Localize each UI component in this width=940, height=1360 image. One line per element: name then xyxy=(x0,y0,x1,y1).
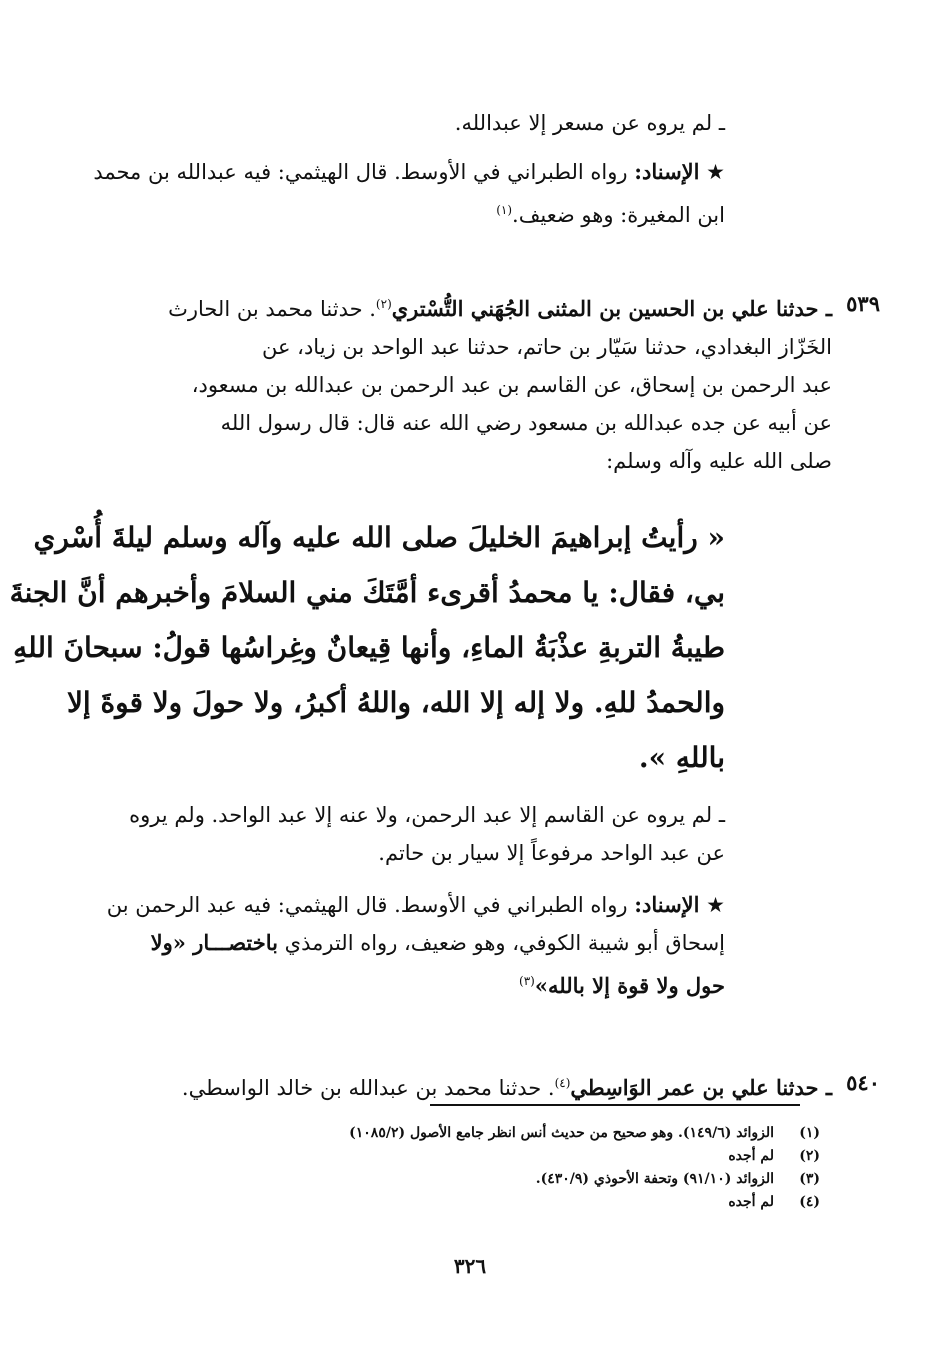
isnad-label: الإسناد: xyxy=(634,159,700,184)
note-paragraph xyxy=(60,796,725,872)
footnotes xyxy=(120,1122,820,1214)
hadith-539-line-2: الخَزّاز البغدادي، حدثنا سَيّار بن حاتم، حدثنا عبد الواحد بن زياد، عن xyxy=(261,335,832,359)
chain-text: . حدثنا محمد بن الحارث xyxy=(168,297,376,321)
footnote-number: (٣) xyxy=(799,1171,820,1187)
footnote-text: الزوائد (١٤٩/٦). وهو صحيح من حديث أنس انظر جامع الأصول (١٠٨٥/٢) xyxy=(349,1125,774,1141)
footnote-divider xyxy=(430,1104,800,1106)
isnad-bold-text: حول ولا قوة إلا بالله» xyxy=(534,973,725,998)
isnad-text: ابن المغيرة: وهو ضعيف. xyxy=(512,203,725,227)
note-text: ـ لم يروه عن مسعر إلا عبدالله. xyxy=(454,111,725,135)
footnote-number: (٤) xyxy=(799,1194,820,1210)
note-line xyxy=(60,104,725,142)
chain-text: . حدثنا محمد بن عبدالله بن خالد الواسطي. xyxy=(181,1076,555,1100)
star-icon: ★ xyxy=(706,160,725,184)
isnad-line-1 xyxy=(60,153,725,191)
isnad-paragraph xyxy=(60,153,725,234)
isnad-line-2 xyxy=(60,924,725,962)
footnote-ref: (٣) xyxy=(519,974,535,988)
isnad-text: رواه الطبراني في الأوسط. قال الهيثمي: فيه عبدالله بن محمد xyxy=(93,160,628,184)
footnote-number: (١) xyxy=(799,1125,820,1141)
chain-start: ـ حدثنا علي بن عمر الوَاسِطي xyxy=(570,1075,832,1100)
hadith-number: ٥٣٩ xyxy=(846,291,880,316)
footnote-number: (٢) xyxy=(799,1148,820,1164)
note-line: عن عبد الواحد مرفوعاً إلا سيار بن حاتم. xyxy=(378,841,725,865)
footnote-item xyxy=(120,1122,820,1145)
footnote-ref: (٤) xyxy=(554,1076,571,1090)
page-number: ٣٢٦ xyxy=(453,1254,487,1278)
isnad-text: إسحاق أبو شيبة الكوفي، وهو ضعيف، رواه الترمذي xyxy=(278,931,725,955)
isnad-line-1 xyxy=(60,886,725,924)
footnote-item xyxy=(120,1191,820,1214)
footnote-item xyxy=(120,1168,820,1191)
chain-start: ـ حدثنا علي بن الحسين بن المثنى الجُهَني التُّسْتري xyxy=(391,296,832,321)
hadith-text-line: والحمدُ للهِ. ولا إله إلا الله، واللهُ أكبرُ، ولا حولَ ولا قوةَ إلا xyxy=(66,686,725,719)
star-icon: ★ xyxy=(706,893,725,917)
footnote-ref: (١) xyxy=(496,203,513,217)
isnad-paragraph xyxy=(60,886,725,1005)
hadith-text-line: « رأيتُ إبراهيمَ الخليلَ صلى الله عليه وآله وسلم ليلةَ أُسْري xyxy=(33,521,725,554)
hadith-540 xyxy=(60,1064,832,1107)
note-line: ـ لم يروه عن القاسم إلا عبد الرحمن، ولا عنه إلا عبد الواحد. ولم يروه xyxy=(129,803,725,827)
footnote-item xyxy=(120,1145,820,1168)
isnad-line-3 xyxy=(60,962,725,1005)
hadith-539-line-1 xyxy=(60,285,832,328)
hadith-text-line: بي، فقال: يا محمدُ أقرىء أمَّتَكَ مني السلامَ وأخبرهم أنَّ الجنةَ xyxy=(9,576,725,609)
isnad-line-2 xyxy=(60,191,725,234)
hadith-539-line-3: عبد الرحمن بن إسحاق، عن القاسم بن عبد الرحمن بن عبدالله بن مسعود، xyxy=(191,373,832,397)
hadith-text-line: طيبةُ التربةِ عذْبَةُ الماءِ، وأنها قِيعانٌ وغِراسُها قولُ: سبحانَ اللهِ xyxy=(13,631,725,664)
footnote-text: لم أجده xyxy=(728,1148,774,1164)
footnote-text: الزوائد (٩١/١٠) وتحفة الأحوذي (٤٣٠/٩). xyxy=(535,1171,774,1187)
footnote-ref: (٢) xyxy=(375,297,392,311)
hadith-number: ٥٤٠ xyxy=(846,1070,880,1095)
hadith-540-line-1 xyxy=(60,1064,832,1107)
footnote-text: لم أجده xyxy=(728,1194,774,1210)
isnad-text: رواه الطبراني في الأوسط. قال الهيثمي: فيه عبد الرحمن بن xyxy=(106,893,628,917)
hadith-text-line: باللهِ ». xyxy=(638,741,725,774)
hadith-539 xyxy=(60,285,832,480)
isnad-label: الإسناد: xyxy=(634,892,700,917)
isnad-bold-text: باختصـــار «ولا xyxy=(150,930,278,955)
hadith-539-line-4: عن أبيه عن جده عبدالله بن مسعود رضي الله عنه قال: قال رسول الله xyxy=(220,411,832,435)
hadith-539-line-5: صلى الله عليه وآله وسلم: xyxy=(606,449,832,473)
hadith-text xyxy=(9,510,725,785)
